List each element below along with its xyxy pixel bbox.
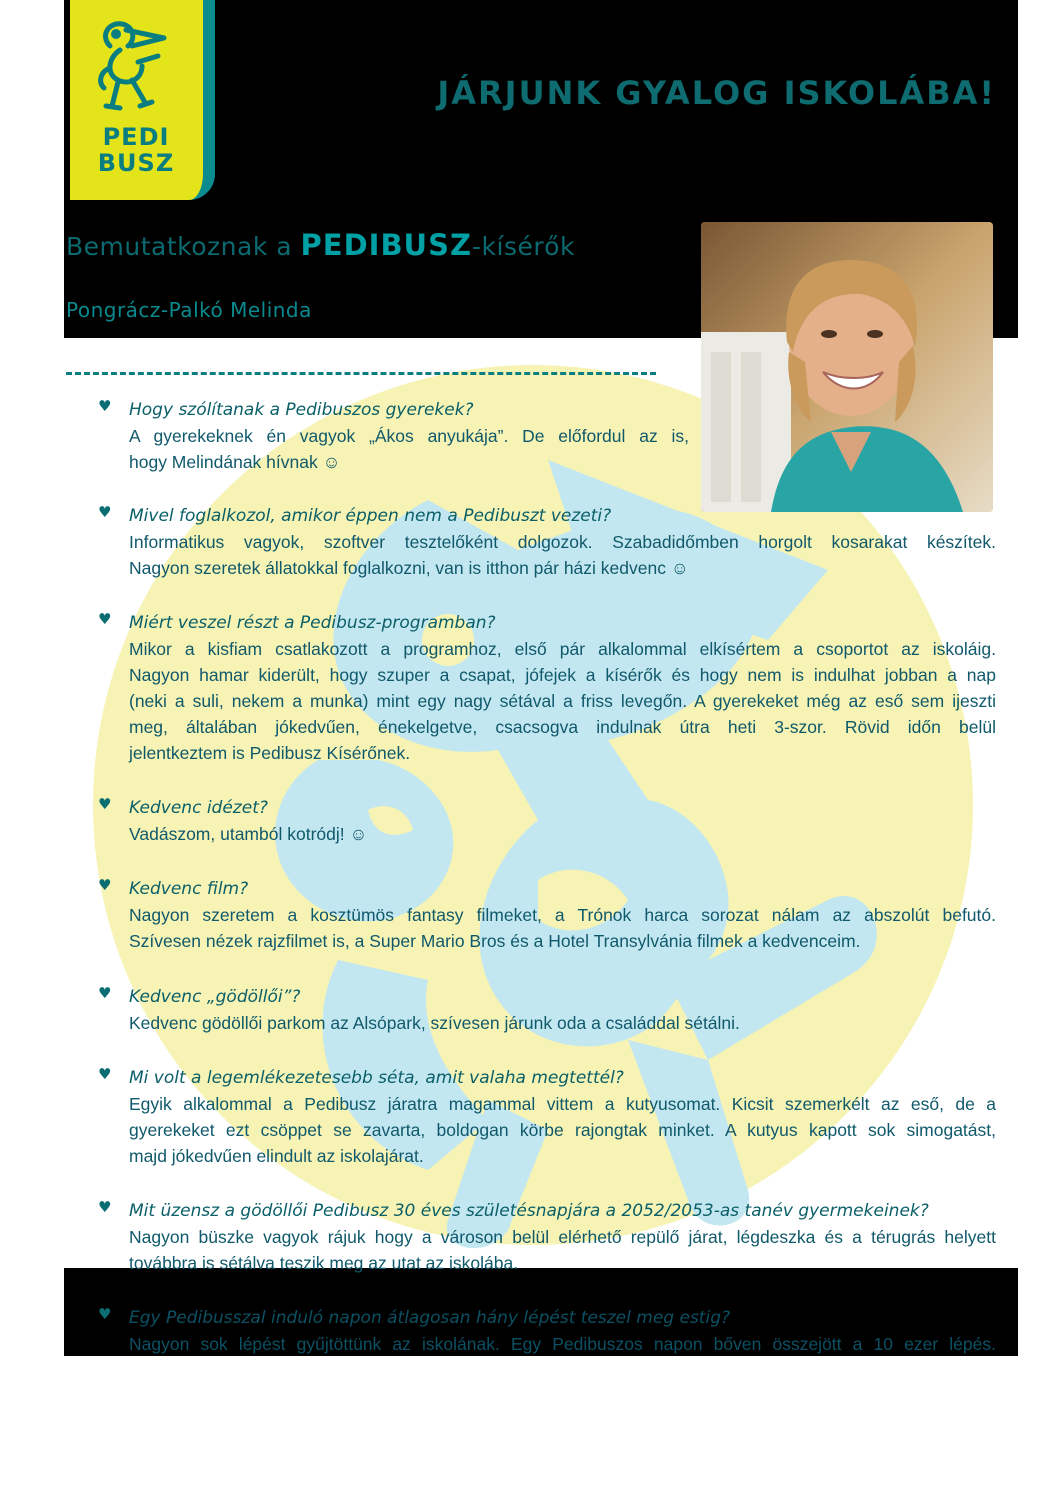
heart-bullet-icon: ♥ xyxy=(98,1198,112,1216)
answer-line: Egyik alkalommal a Pedibusz járatra magammal vittem a kutyusomat. Kicsit szemerkélt az eső, de a xyxy=(129,1094,996,1114)
answer xyxy=(129,1224,996,1276)
answer xyxy=(129,423,689,475)
answer-line: Szívesen nézek rajzfilmet is, a Super Mario Bros és a Hotel Transylvánia filmek a kedvenceim. xyxy=(129,931,861,951)
answer xyxy=(129,902,996,954)
heart-bullet-icon: ♥ xyxy=(98,876,112,894)
answer-line: (neki a suli, nekem a munka) mint egy nagy sétával a friss levegőn. A gyerekeket még az eső sem ijeszti xyxy=(129,691,996,711)
heart-bullet-icon: ♥ xyxy=(98,610,112,628)
page-title: JÁRJUNK GYALOG ISKOLÁBA! xyxy=(437,74,996,112)
heart-bullet-icon: ♥ xyxy=(98,795,112,813)
answer-line: Nagyon szeretem a kosztümös fantasy filmeket, a Trónok harca sorozat nálam az abszolút befutó. xyxy=(129,905,996,925)
heart-bullet-icon: ♥ xyxy=(98,984,112,1002)
subtitle-brand: PEDIBUSZ xyxy=(300,228,473,262)
heart-bullet-icon: ♥ xyxy=(98,1305,112,1323)
qa-item-7 xyxy=(98,1065,996,1169)
pelican-logo-icon xyxy=(90,16,172,116)
answer-line: Nagyon sok lépést gyűjtöttünk az iskolának. Egy Pedibuszos napon bőven összejött a 10 ezer lépés. xyxy=(129,1334,996,1354)
section-divider xyxy=(66,372,656,375)
heart-bullet-icon: ♥ xyxy=(98,397,112,415)
answer-line: Mikor a kisfiam csatlakozott a programhoz, első pár alkalommal elkísértem a csoportot az iskoláig. xyxy=(129,639,996,659)
answer xyxy=(129,1010,996,1036)
subtitle-pre: Bemutatkoznak a xyxy=(66,232,301,261)
answer-line: Kedvenc gödöllői parkom az Alsópark, szívesen járunk oda a családdal sétálni. xyxy=(129,1013,740,1033)
answer-line: Vadászom, utamból kotródj! ☺ xyxy=(129,824,368,844)
person-name: Pongrácz-Palkó Melinda xyxy=(66,298,312,322)
logo-text-pedi: PEDI xyxy=(102,123,170,151)
answer-line: Nagyon hamar kiderült, hogy szuper a csapat, jófejek a kísérők és hogy nem is indulhat jobban a nap xyxy=(129,665,996,685)
heart-bullet-icon: ♥ xyxy=(98,1065,112,1083)
qa-item-3 xyxy=(98,610,996,766)
qa-item-9 xyxy=(98,1305,996,1357)
qa-item-1 xyxy=(98,397,996,475)
qa-item-6 xyxy=(98,984,996,1036)
answer xyxy=(129,1331,996,1357)
section-subtitle xyxy=(66,228,575,262)
pedibusz-logo xyxy=(70,0,215,200)
question: Kedvenc „gödöllői”? xyxy=(129,987,301,1007)
qa-item-8 xyxy=(98,1198,996,1276)
answer-line: Nagyon büszke vagyok rájuk hogy a városon belül elérhető repülő járat, légdeszka és a térugrás helyett xyxy=(129,1227,996,1247)
answer-line: majd jókedvűen elindult az iskolajárat. xyxy=(129,1146,424,1166)
answer-line: meg, általában jókedvűen, énekelgetve, csacsogva indulnak útra heti 3-szor. Rövid időn belül xyxy=(129,717,996,737)
qa-item-5 xyxy=(98,876,996,954)
heart-bullet-icon: ♥ xyxy=(98,503,112,521)
answer xyxy=(129,529,996,581)
answer-line: továbbra is sétálva teszik meg az utat az iskolába. xyxy=(129,1253,519,1273)
answer-line: Nagyon szeretek állatokkal foglalkozni, van is itthon pár házi kedvenc ☺ xyxy=(129,558,689,578)
question: Egy Pedibusszal induló napon átlagosan hány lépést teszel meg estig? xyxy=(129,1308,731,1328)
question: Hogy szólítanak a Pedibuszos gyerekek? xyxy=(129,400,474,420)
logo-text-busz: BUSZ xyxy=(97,149,175,177)
question: Mit üzensz a gödöllői Pedibusz 30 éves születésnapjára a 2052/2053-as tanév gyermekeinek? xyxy=(129,1201,929,1221)
question: Mivel foglalkozol, amikor éppen nem a Pedibuszt vezeti? xyxy=(129,506,612,526)
question: Mi volt a legemlékezetesebb séta, amit valaha megtettél? xyxy=(129,1068,624,1088)
answer-line: gyerekeket ezt csöppet se zavarta, boldogan körbe rajongtak minket. A kutyus kapott sok simogatást, xyxy=(129,1120,996,1140)
question: Kedvenc film? xyxy=(129,879,249,899)
answer xyxy=(129,821,996,847)
question: Miért veszel részt a Pedibusz-programban? xyxy=(129,613,496,633)
answer-line: jelentkeztem is Pedibusz Kísérőnek. xyxy=(129,743,411,763)
answer-line: Informatikus vagyok, szoftver tesztelőként dolgozok. Szabadidőmben horgolt kosarakat készítek. xyxy=(129,532,996,552)
answer xyxy=(129,636,996,766)
qa-item-2 xyxy=(98,503,996,581)
answer-line: hogy Melindának hívnak ☺ xyxy=(129,452,341,472)
question: Kedvenc idézet? xyxy=(129,798,268,818)
answer-line: A gyerekeknek én vagyok „Ákos anyukája”. De előfordul az is, xyxy=(129,426,689,446)
subtitle-post: -kísérők xyxy=(472,232,575,261)
qa-item-4 xyxy=(98,795,996,847)
answer xyxy=(129,1091,996,1169)
